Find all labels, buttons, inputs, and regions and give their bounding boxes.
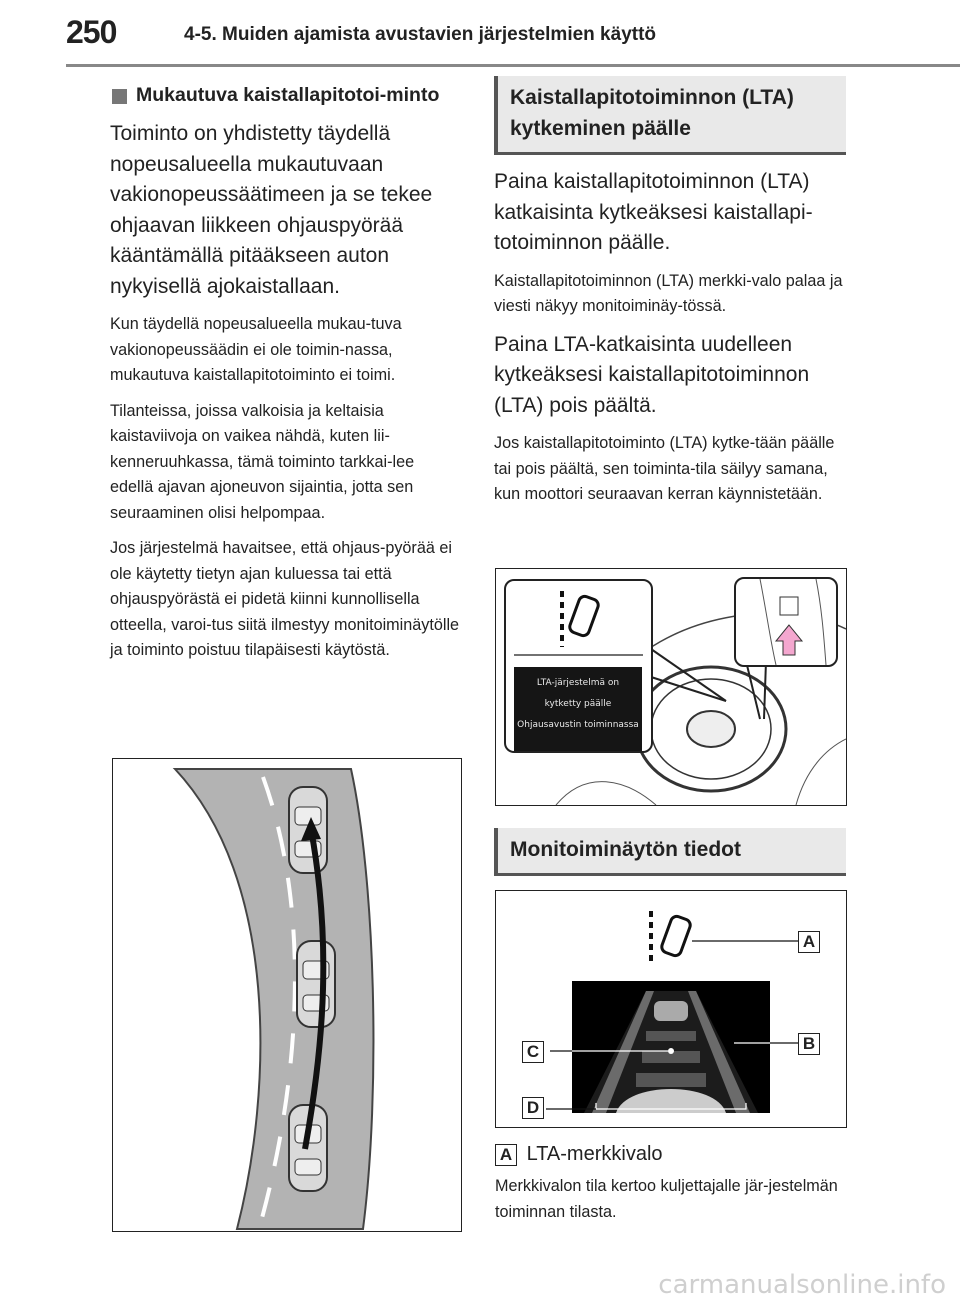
square-bullet-icon [112, 89, 127, 104]
press-arrow-icon [776, 625, 802, 655]
right-note-2: Jos kaistallapitotoiminto (LTA) kytke-tään päälle tai pois päältä, sen toiminta-tila säilyy samana, kun moottori seuraavan kerran käynnistetään. [494, 434, 835, 503]
watermark: carmanualsonline.info [658, 1270, 946, 1300]
callout-a: A [798, 931, 820, 953]
display-line-1: LTA-järjestelmä on [536, 678, 620, 688]
right-note-1: Kaistallapitotoiminnon (LTA) merkki-valo palaa ja viesti näkyy monitoiminäy-tössä. [494, 271, 843, 315]
road-drawing [113, 759, 461, 1231]
section-title-lta: Kaistallapitotoiminnon (LTA) kytkeminen päälle [494, 76, 846, 155]
page-number: 250 [66, 14, 117, 50]
section-title-display: Monitoiminäytön tiedot [494, 828, 846, 876]
right-lead-2: Paina LTA-katkaisinta uudelleen kytkeäksesi kaistallapitotoiminnon (LTA) pois päältä. [494, 332, 810, 417]
note-paragraph-1: Kun täydellä nopeusalueella mukau-tuva vakionopeussäädin ei ole toimin-nassa, mukautuva kaistallapitotoiminto ei toimi. [110, 315, 402, 384]
chapter-title: 4-5. Muiden ajamista avustavien järjestelmien käyttö [184, 24, 657, 45]
preceding-car-icon [654, 1001, 688, 1021]
display-line-3: Ohjausavustin toiminnassa [517, 720, 639, 730]
road-illustration [112, 758, 462, 1232]
switch-callout [734, 577, 838, 667]
right-lead-1: Paina kaistallapitotoiminnon (LTA) katkaisinta kytkeäksesi kaistallapi-totoiminnon päälle. [494, 170, 813, 254]
multi-info-display-illustration [495, 890, 847, 1128]
subheading-text: Mukautuva kaistallapitotoi-minto [136, 84, 440, 106]
display-screen [514, 667, 642, 751]
display-drawing [496, 891, 846, 1127]
callout-c: C [522, 1041, 544, 1063]
callout-b: B [798, 1033, 820, 1055]
display-line-2: kytketty päälle [544, 699, 612, 709]
right-column [494, 76, 846, 518]
left-column [110, 80, 460, 674]
note-paragraph-3: Jos järjestelmä havaitsee, että ohjaus-pyörää ei ole käytetty tietyn ajan kuluessa tai että ohjauspyörästä ei pidetä kiinni kunnollisella otteella, varoi-tus siitä ilmestyy monitoiminäytölle ja toiminto poistuu tilapäisesti käytöstä. [110, 539, 460, 659]
display-callout [504, 579, 653, 753]
item-a-label: A [495, 1144, 517, 1166]
lta-switch-icon [780, 597, 798, 615]
car-icon [297, 941, 335, 1027]
lta-switch-illustration [495, 568, 847, 806]
subheading [110, 80, 460, 111]
header-rule [66, 64, 960, 67]
lta-indicator-icon [506, 581, 651, 661]
item-a-description: Merkkivalon tila kertoo kuljettajalle jär-jestelmän toiminnan tilasta. [495, 1177, 838, 1221]
item-a-title: LTA-merkkivalo [526, 1143, 663, 1165]
item-a [495, 1140, 845, 1235]
note-paragraph-2: Tilanteissa, joissa valkoisia ja keltaisia kaistaviivoja on vaikea nähdä, kuten lii-kenneruuhkassa, tämä toiminto tarkkai-lee edellä ajavan ajoneuvon sijaintia, jotta sen seuraaminen olisi helpompaa. [110, 401, 415, 522]
lead-paragraph: Toiminto on yhdistetty täydellä nopeusalueella mukautuvaan vakionopeussäätimeen ja se tekee ohjaavan liikkeen ohjauspyörää kääntämällä pitääkseen auton nykyisellä ajokaistallaan. [110, 122, 433, 298]
callout-d: D [522, 1097, 544, 1119]
